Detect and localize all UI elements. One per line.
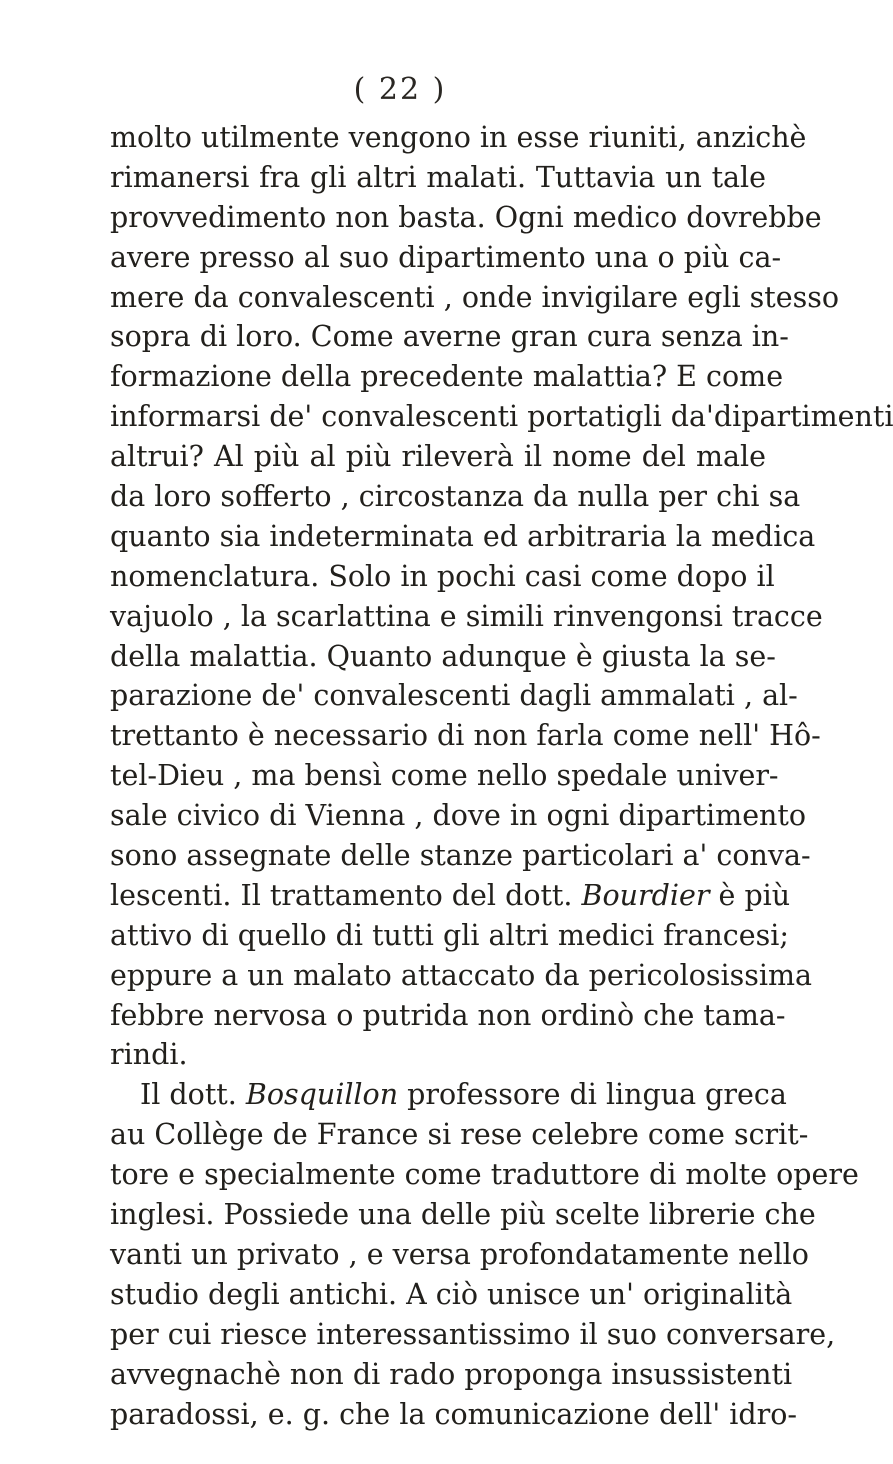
author-name-italic: Bosquillon <box>245 1078 399 1112</box>
text-segment: è più <box>718 878 791 912</box>
text-segment: professore di lingua greca <box>407 1078 787 1112</box>
text-line: inglesi. Possiede una delle più scelte librerie che <box>110 1198 816 1232</box>
text-line <box>110 1075 787 1115</box>
body-text <box>110 118 893 1434</box>
text-line: mere da convalescenti , onde invigilare egli stesso <box>110 280 839 314</box>
text-line: quanto sia indeterminata ed arbitraria la medica <box>110 519 816 553</box>
text-line: formazione della precedente malattia? E come <box>110 360 784 394</box>
text-line: vanti un privato , e versa profondatamente nello <box>110 1237 809 1271</box>
text-segment: Il dott. <box>140 1078 237 1112</box>
author-name-italic: Bourdier <box>581 878 710 912</box>
text-line: avvegnachè non di rado proponga insussistenti <box>110 1357 793 1391</box>
text-line: studio degli antichi. A ciò unisce un' originalità <box>110 1277 793 1311</box>
text-line: vajuolo , la scarlattina e simili rinvengonsi tracce <box>110 599 823 633</box>
text-line: tore e specialmente come traduttore di molte opere <box>110 1158 859 1192</box>
text-line: tel-Dieu , ma bensì come nello spedale univer- <box>110 759 779 793</box>
text-line <box>110 876 791 916</box>
text-line: sono assegnate delle stanze particolari a' conva- <box>110 839 811 873</box>
text-line: nomenclatura. Solo in pochi casi come dopo il <box>110 559 775 593</box>
text-line: provvedimento non basta. Ogni medico dovrebbe <box>110 200 822 234</box>
text-line: parazione de' convalescenti dagli ammalati , al- <box>110 679 798 713</box>
text-line: febbre nervosa o putrida non ordinò che tama- <box>110 998 786 1032</box>
text-line: della malattia. Quanto adunque è giusta la se- <box>110 639 776 673</box>
text-line: informarsi de' convalescenti portatigli da'dipartimenti <box>110 400 893 434</box>
text-segment: lescenti. Il trattamento del dott. <box>110 878 573 912</box>
text-line: altrui? Al più al più rileverà il nome del male <box>110 440 766 474</box>
text-line: sopra di loro. Come averne gran cura senza in- <box>110 320 789 354</box>
text-line: rimanersi fra gli altri malati. Tuttavia un tale <box>110 160 766 194</box>
text-line: attivo di quello di tutti gli altri medici francesi; <box>110 918 789 952</box>
text-line: da loro sofferto , circostanza da nulla per chi sa <box>110 480 801 514</box>
text-line: sale civico di Vienna , dove in ogni dipartimento <box>110 799 807 833</box>
text-line: rindi. <box>110 1038 188 1072</box>
text-line: eppure a un malato attaccato da pericolosissima <box>110 958 813 992</box>
text-line: per cui riesce interessantissimo il suo conversare, <box>110 1317 836 1351</box>
text-line: avere presso al suo dipartimento una o più ca- <box>110 240 782 274</box>
text-line: au Collège de France si rese celebre come scrit- <box>110 1118 809 1152</box>
text-line: trettanto è necessario di non farla come nell' Hô- <box>110 719 821 753</box>
text-line: paradossi, e. g. che la comunicazione dell' idro- <box>110 1397 797 1431</box>
page-number: ( 22 ) <box>353 72 447 107</box>
text-line: molto utilmente vengono in esse riuniti, anzichè <box>110 121 807 154</box>
